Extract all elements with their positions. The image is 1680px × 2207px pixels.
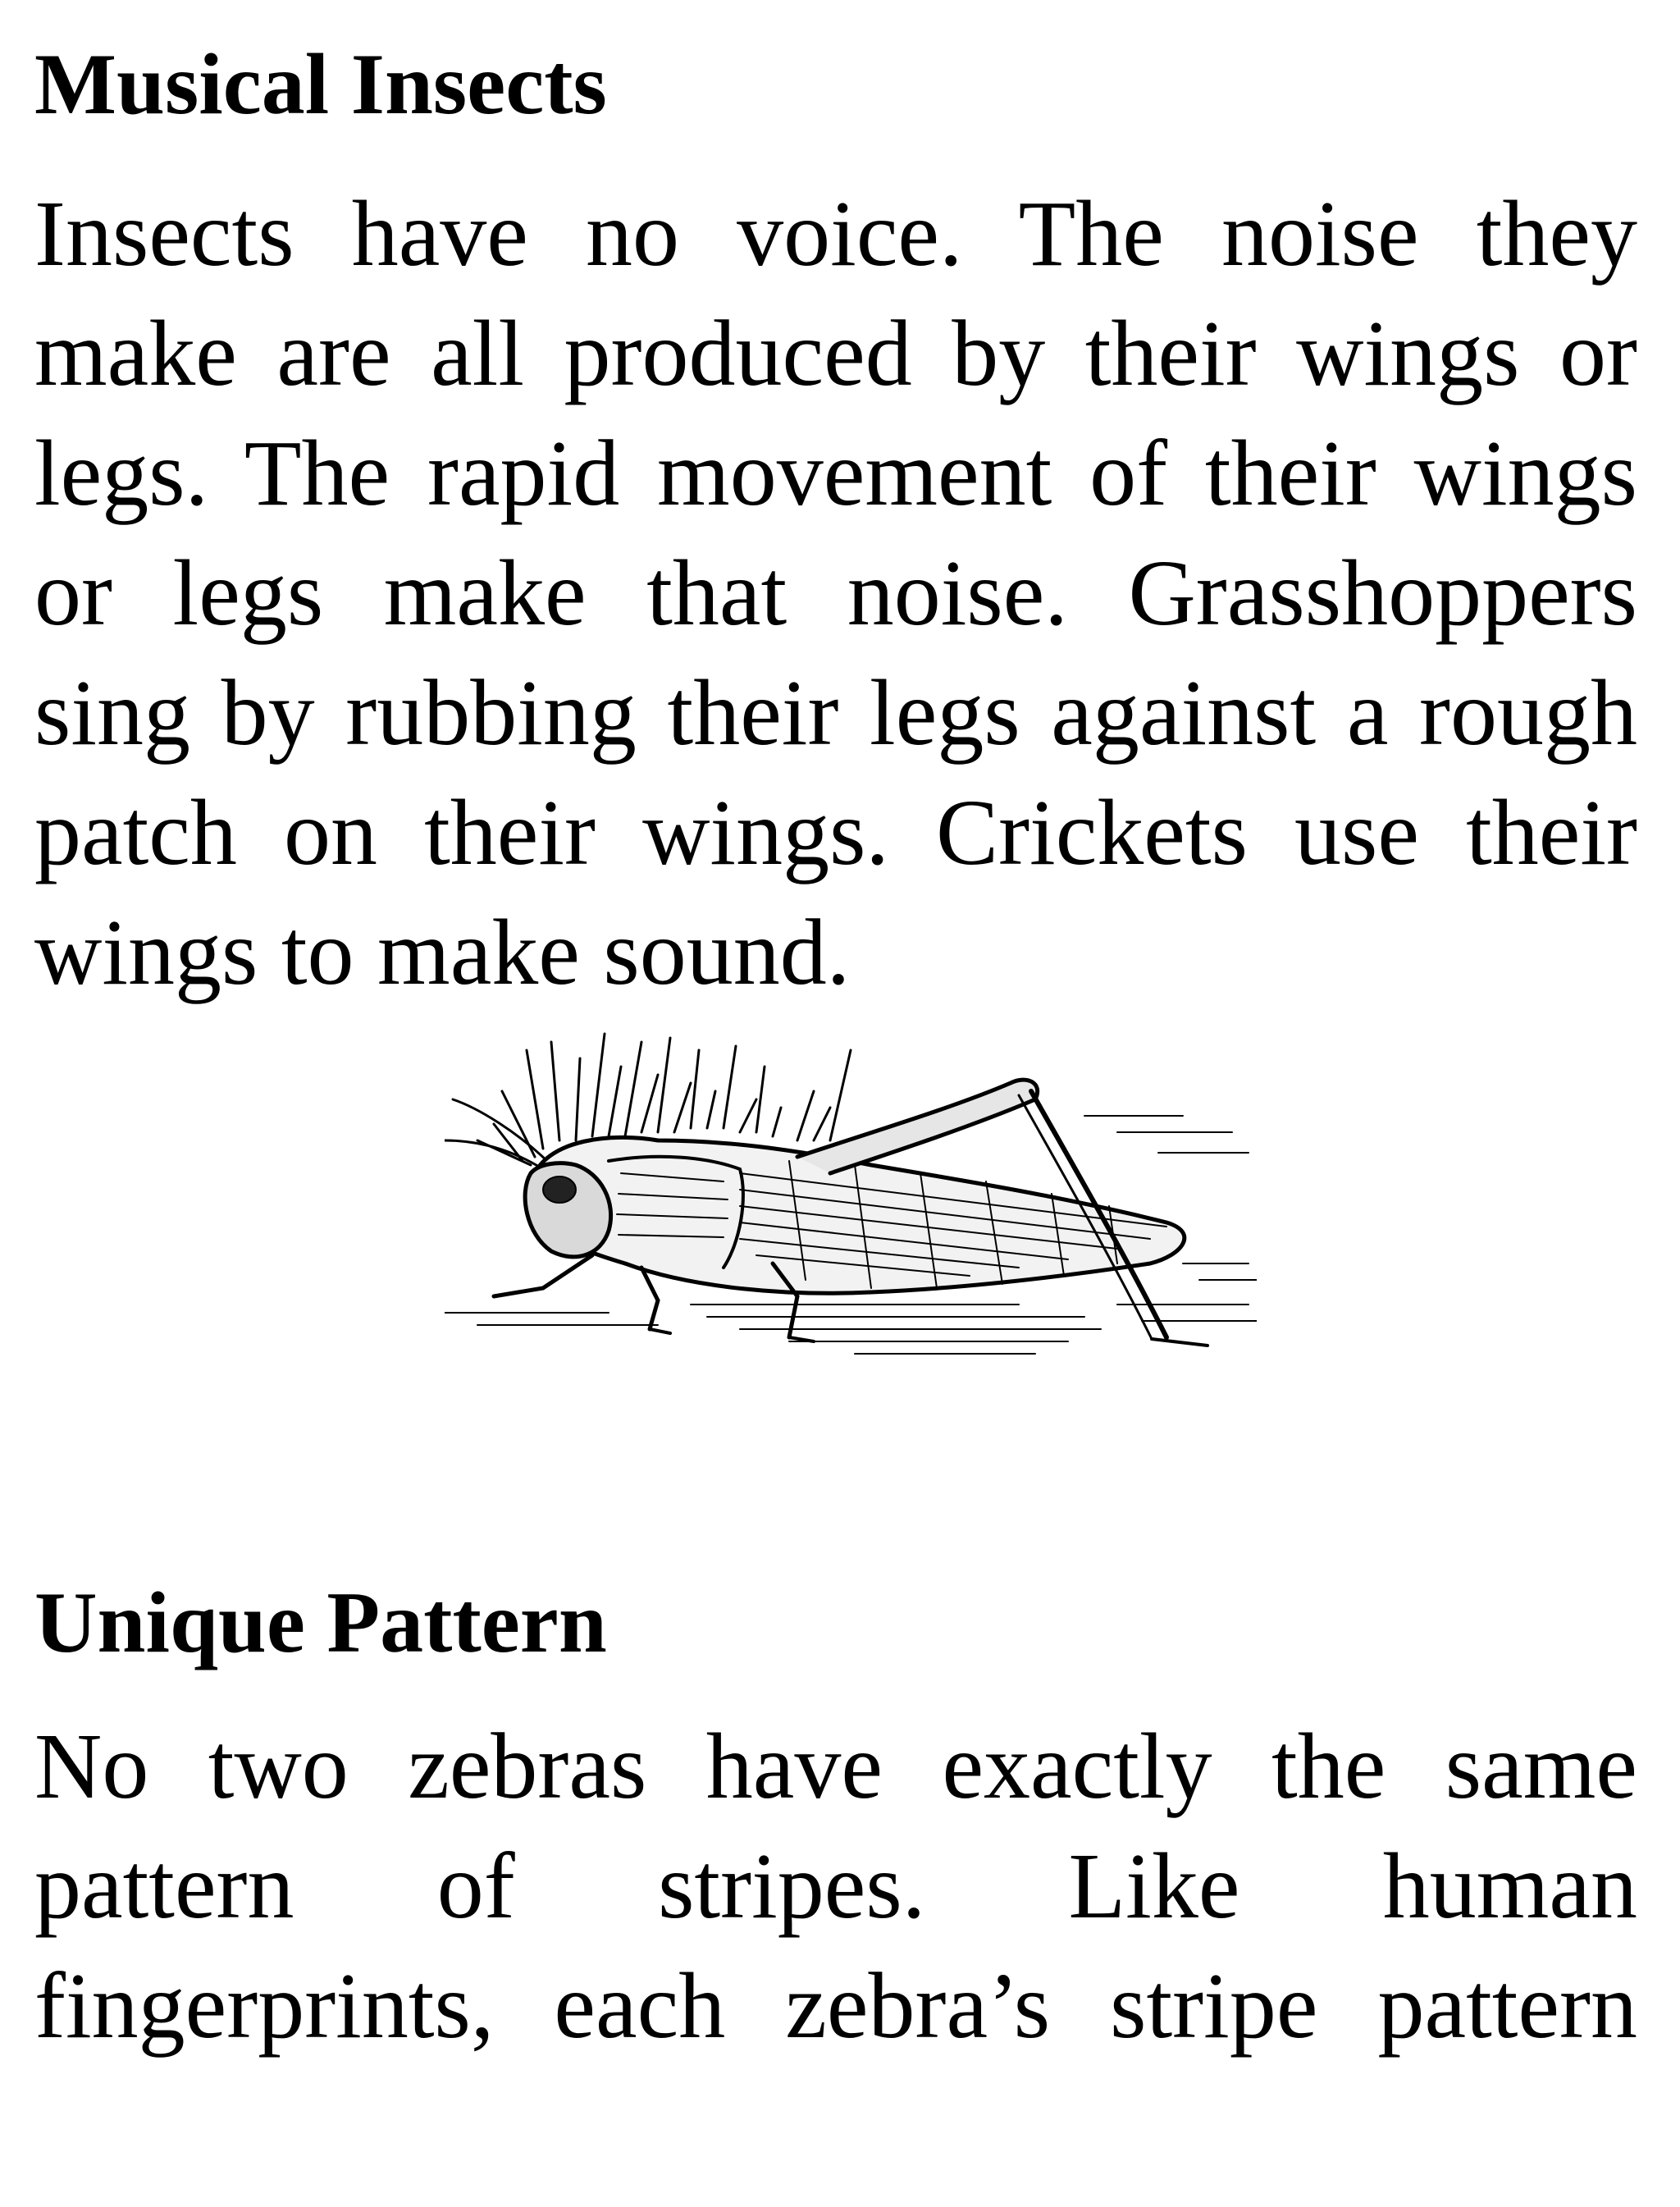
grasshopper-icon (445, 1017, 1257, 1378)
section-title-musical-insects: Musical Insects (34, 36, 607, 132)
text-line: Insects have no voice. The noise they (34, 181, 1637, 286)
paragraph-musical-insects (34, 174, 1637, 1012)
text-line: make are all produced by their wings or (34, 301, 1637, 405)
text-line: wings to make sound. (34, 900, 851, 1004)
text-line: sing by rubbing their legs against a rough (34, 660, 1637, 765)
text-line: legs. The rapid movement of their wings (34, 421, 1637, 525)
text-line: patch on their wings. Crickets use their (34, 780, 1637, 884)
text-line: No two zebras have exactly the same (34, 1714, 1637, 1818)
paragraph-unique-pattern (34, 1707, 1637, 2066)
text-line: fingerprints, each zebra’s stripe pattern (34, 1953, 1637, 2058)
section-title-unique-pattern: Unique Pattern (34, 1574, 607, 1670)
text-line: pattern of stripes. Like human (34, 1834, 1637, 1938)
text-line: or legs make that noise. Grasshoppers (34, 541, 1637, 645)
